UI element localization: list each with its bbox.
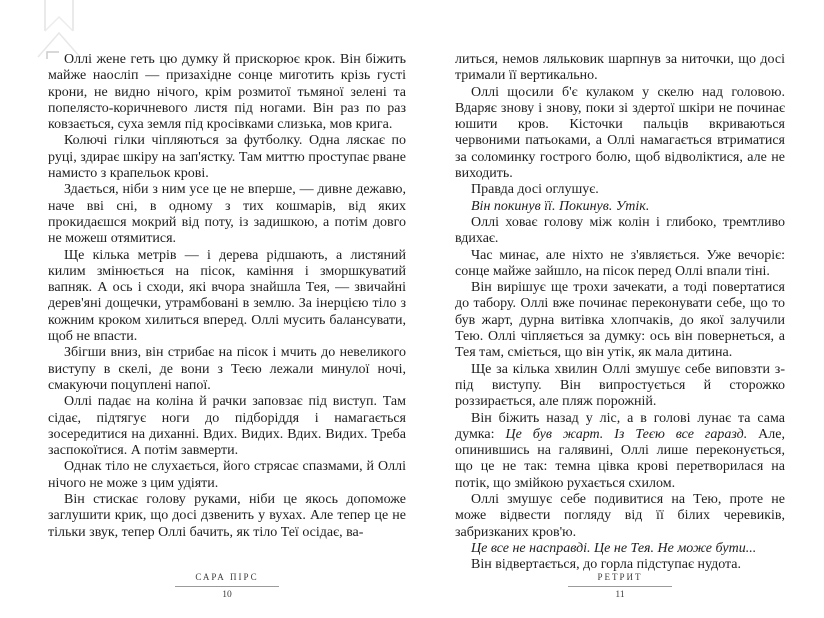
paragraph (455, 199, 785, 215)
page-number-right: 11 (615, 590, 625, 600)
paragraph-text: Оллі жене геть цю думку й прискорює крок. Він біжить майже наосліп — призахідне сонце миготить крізь густі крони, не видно нічого, крім розмитої тьмяної зелені та попелясто-коричневого листя під ногами. Він раз по раз ковзається, суха земля під кросівками слизька, мов крига. (48, 52, 406, 133)
paragraph (455, 411, 785, 492)
paragraph-text: Однак тіло не слухається, його стрясає спазмами, й Оллі нічого не може з цим удіяти. (48, 459, 406, 491)
paragraph-text: Він відвертається, до горла підступає нудота. (471, 557, 742, 573)
paragraph (48, 394, 406, 459)
paragraph-text-italic: Він покинув її. Покинув. Утік. (471, 198, 650, 214)
page-left-footer (48, 572, 406, 600)
paragraph (455, 52, 785, 85)
page-left-text (48, 52, 406, 541)
paragraph (48, 182, 406, 247)
paragraph (455, 280, 785, 361)
running-head-title: РЕТРИТ (597, 572, 643, 582)
paragraph (48, 133, 406, 182)
paragraph-text-italic: Це був жарт. Із Теєю все гаразд. (505, 426, 748, 442)
paragraph (48, 459, 406, 492)
page-number-left: 10 (222, 590, 232, 600)
paragraph (455, 541, 785, 557)
paragraph (455, 492, 785, 541)
paragraph (455, 362, 785, 411)
page-right-footer (455, 572, 785, 600)
paragraph-text: Він вирішує ще трохи зачекати, а тоді повертатися до табору. Оллі вже починає переконувати себе, що то був жарт, дурна витівка хлопчаків, до якої залучили Тею. Оллі чіпляється за думку: ось він повернеться, а Тея там, сміється, що він утік, як мала дитина. (455, 280, 785, 361)
paragraph (455, 215, 785, 248)
paragraph-text: Здається, ніби з ним усе це не вперше, — дивне дежавю, наче вві сні, в одному з тих кошмарів, від яких прокидаєшся мокрий від поту, із задишкою, а потім довго не можеш отямитися. (48, 182, 406, 247)
footer-rule-right (568, 586, 672, 587)
paragraph-text-italic: Це все не насправді. Це не Тея. Не може бути... (471, 540, 757, 556)
paragraph (48, 52, 406, 133)
page-right-text (455, 52, 785, 574)
paragraph-text: Він біжить назад у ліс, а в голові лунає та сама думка: (455, 410, 785, 442)
paragraph (48, 345, 406, 394)
paragraph-text: Оллі змушує себе подивитися на Тею, проте не може відвести погляду від її білих черевиків, забризканих кров'ю. (455, 492, 785, 540)
page-right (455, 52, 785, 574)
paragraph-text: Колючі гілки чіпляються за футболку. Одна ляскає по руці, здирає шкіру на зап'ястку. Там миттю проступає рване намисто з крапельок крові. (48, 133, 406, 182)
paragraph-text: Він стискає голову руками, ніби це якось допоможе заглушити крик, що досі дзвенить у вухах. Але тепер це не тільки звук, тепер Оллі бачить, як тіло Теї осідає, ва- (48, 492, 406, 540)
paragraph-text: Правда досі оглушує. (471, 182, 599, 198)
page-left (48, 52, 406, 541)
paragraph (455, 248, 785, 281)
paragraph-text: Але, опинившись на галявині, Оллі лише переконується, що це не так: темна цівка крові перетворилася на потік, що змійкою рухається схилом. (455, 426, 785, 491)
paragraph-text: Ще за кілька хвилин Оллі змушує себе виповзти з-під виступу. Він випростується й сторожко роззирається, але пляж порожній. (455, 361, 785, 410)
paragraph (455, 182, 785, 198)
paragraph-text: Збігши вниз, він стрибає на пісок і мчить до невеликого виступу в скелі, де вони з Теєю лежали минулої ночі, смакуючи поцуплені напої. (48, 345, 406, 393)
paragraph-text: Оллі щосили б'є кулаком у скелю над головою. Вдаряє знову і знову, поки зі здертої шкіри не починає юшити кров. Кісточки пальців вкриваються червоними патьоками, а Оллі намагається втриматися за соломинку гострого болю, щоб відволіктися, але не виходить. (455, 84, 785, 182)
paragraph-text: Оллі ховає голову між колін і глибоко, тремтливо вдихає. (455, 214, 785, 247)
footer-rule-left (175, 586, 279, 587)
paragraph-text: Ще кілька метрів — і дерева рідшають, а листяний килим змінюється на пісок, каміння і зморшкуватий вапняк. А ось і сходи, які вчора знайшла Тея, — звичайні дерев'яні дощечки, утрамбовані в землю. За інерцією тіло з кожним кроком хилиться вперед. Оллі мусить балансувати, щоб не впасти. (48, 247, 406, 345)
paragraph (455, 85, 785, 183)
paragraph (48, 248, 406, 346)
paragraph-text: литься, немов ляльковик шарпнув за ниточки, що досі тримали її вертикально. (455, 52, 785, 84)
paragraph-text: Час минає, але ніхто не з'являється. Уже вечоріє: сонце майже зайшло, на пісок перед Оллі впали тіні. (455, 247, 785, 279)
paragraph-text: Оллі падає на коліна й рачки заповзає під виступ. Там сідає, підтягує ноги до підборіддя і намагається зосередитися на диханні. Вдих. Видих. Вдих. Видих. Треба заспокоїтися. А потім завмерти. (48, 394, 406, 459)
paragraph (48, 492, 406, 541)
running-head-author: САРА ПІРС (195, 572, 259, 582)
